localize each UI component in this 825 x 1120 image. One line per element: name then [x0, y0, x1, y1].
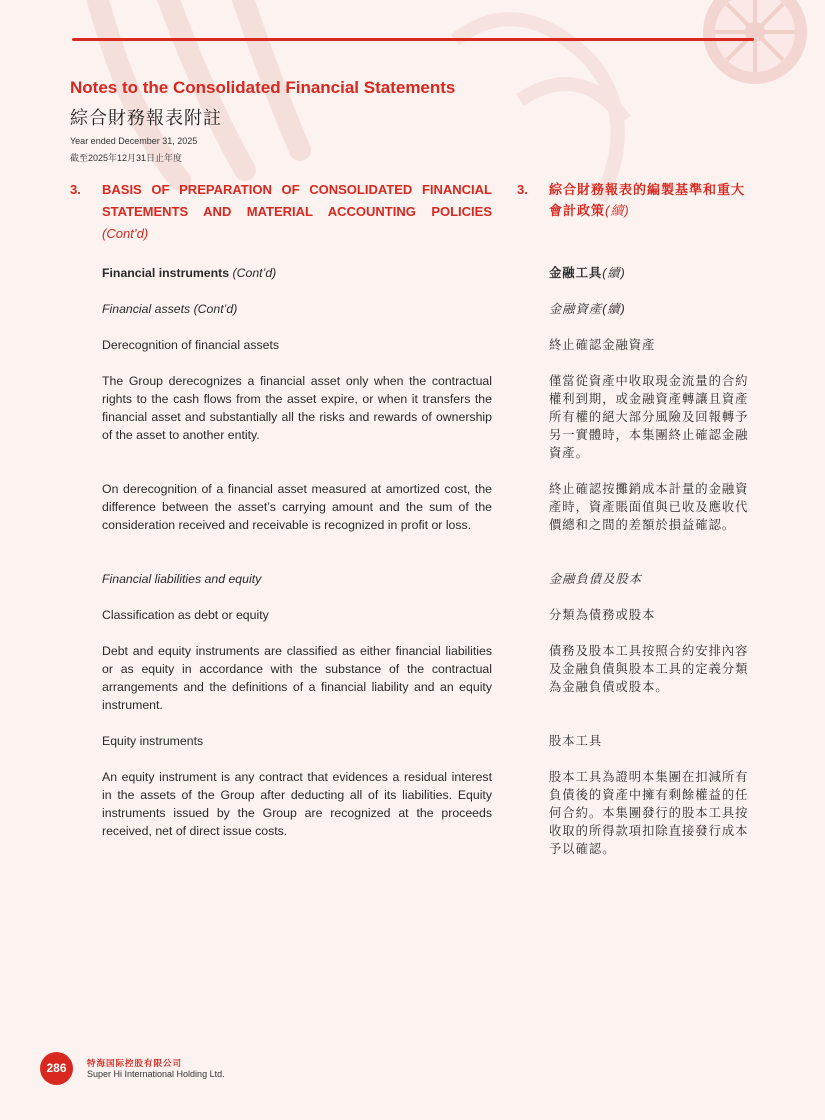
fin-instruments-cont-zh: (續)	[602, 266, 626, 280]
fin-instruments-heading-en	[102, 264, 492, 282]
classification-heading-zh: 分類為債務或股本	[549, 608, 656, 622]
company-name-zh: 特海国际控股有限公司	[87, 1058, 183, 1068]
classification-heading-en: Classification as debt or equity	[102, 608, 269, 622]
fin-instruments-label-zh: 金融工具	[549, 266, 603, 280]
chinese-column	[517, 182, 755, 856]
derecognition-para2-en: On derecognition of a financial asset measured at amortized cost, the difference between the asset’s carrying amount and the sum of the consideration received and receivable is recognized in profit or loss.	[102, 482, 492, 532]
company-name-en: Super Hi International Holding Ltd.	[87, 1069, 225, 1079]
fin-instruments-heading-zh	[549, 264, 755, 282]
section-title-zh	[549, 179, 755, 221]
fin-assets-heading-en: Financial assets (Cont’d)	[102, 302, 238, 316]
derecognition-para1-zh: 僅當從資產中收取現金流量的合約權利到期，或金融資產轉讓且資產所有權的絕大部分風險及回報轉予另一實體時，本集團終止確認金融資產。	[549, 374, 749, 460]
equity-instruments-para-zh: 股本工具為證明本集團在扣減所有負債後的資產中擁有剩餘權益的任何合約。本集團發行的股本工具按收取的所得款項扣除直接發行成本予以確認。	[549, 770, 749, 856]
equity-instruments-heading-en: Equity instruments	[102, 734, 204, 748]
section-cont-en: (Cont’d)	[102, 226, 149, 241]
english-column	[70, 182, 492, 838]
section-title-en-text: BASIS OF PREPARATION OF CONSOLIDATED FINANCIAL STATEMENTS AND MATERIAL ACCOUNTING POLICIES	[102, 182, 492, 219]
equity-instruments-heading-zh: 股本工具	[549, 734, 603, 748]
period-en: Year ended December 31, 2025	[70, 136, 198, 146]
period-zh: 截至2025年12月31日止年度	[70, 153, 183, 163]
derecognition-para2-zh: 終止確認按攤銷成本計量的金融資產時，資產賬面值與已收及應收代價總和之間的差額於損益確認。	[549, 482, 749, 532]
page-title-en: Notes to the Consolidated Financial Statements	[70, 78, 456, 97]
fin-instruments-cont-en: (Cont’d)	[232, 266, 277, 280]
fin-liabilities-heading-zh: 金融負債及股本	[549, 572, 643, 586]
classification-para-en: Debt and equity instruments are classified as either financial liabilities or as equity in accordance with the substance of the contractual arrangements and the definitions of a financial liability and an equity instrument.	[102, 644, 492, 712]
section-cont-zh: (續)	[605, 203, 630, 218]
page-header	[70, 78, 455, 164]
page-title-zh: 綜合財務報表附註	[70, 108, 222, 128]
derecognition-para1-en: The Group derecognizes a financial asset only when the contractual rights to the cash flows from the asset expire, or when it transfers the financial asset and substantially all the risks and rewards of ownership of the asset to another entity.	[102, 374, 492, 442]
section-title-en	[102, 179, 492, 245]
fin-assets-heading-zh: 金融資產(續)	[549, 302, 626, 316]
header-rule	[72, 38, 754, 41]
derecognition-heading-zh: 終止確認金融資產	[549, 338, 656, 352]
section-heading-zh	[517, 182, 755, 221]
section-heading-en	[70, 182, 492, 245]
section-number-en: 3.	[70, 182, 81, 197]
page-number: 286	[40, 1052, 73, 1085]
section-number-zh: 3.	[517, 182, 528, 197]
derecognition-heading-en: Derecognition of financial assets	[102, 338, 280, 352]
equity-instruments-para-en: An equity instrument is any contract that evidences a residual interest in the assets of the Group after deducting all of its liabilities. Equity instruments issued by the Group are recognized at the proceeds received, net of direct issue costs.	[102, 770, 492, 838]
fin-instruments-label-en: Financial instruments	[102, 266, 230, 280]
section-title-zh-text: 綜合財務報表的編製基準和重大會計政策	[549, 182, 746, 218]
fin-liabilities-heading-en: Financial liabilities and equity	[102, 572, 262, 586]
classification-para-zh: 債務及股本工具按照合約安排內容及金融負債與股本工具的定義分類為金融負債或股本。	[549, 644, 749, 694]
